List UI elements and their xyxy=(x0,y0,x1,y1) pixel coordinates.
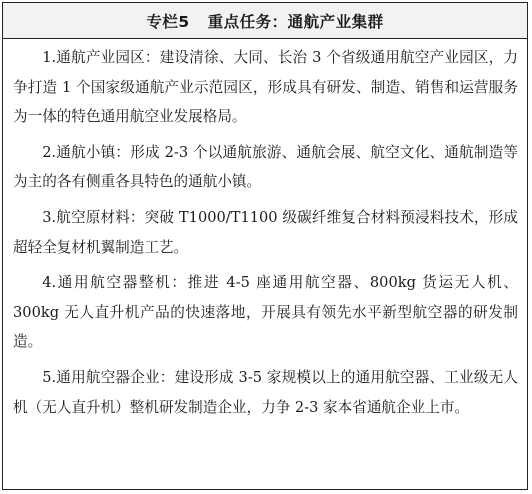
box-label: 专栏5 xyxy=(146,12,190,31)
box-content xyxy=(3,39,527,422)
task-item-aircraft-complete: 4.通用航空器整机：推进 4-5 座通用航空器、800kg 货运无人机、300kg 无人直升机产品的快速落地，开展具有领先水平新型航空器的研发制造。 xyxy=(13,274,518,351)
task-item-raw-materials: 3.航空原材料：突破 T1000/T1100 级碳纤维复合材料预浸料技术，形成超轻全复材机翼制造工艺。 xyxy=(13,208,518,256)
task-item-aviation-town: 2.通航小镇：形成 2-3 个以通航旅游、通航会展、航空文化、通航制造等为主的各有侧重各具特色的通航小镇。 xyxy=(13,143,518,191)
task-item-aircraft-enterprises: 5.通用航空器企业：建设形成 3-5 家规模以上的通用航空器、工业级无人机（无人直升机）整机研发制造企业，力争 2-3 家本省通航企业上市。 xyxy=(13,368,518,416)
box-title: 重点任务：通航产业集群 xyxy=(207,12,384,31)
task-item-industrial-park: 1.通航产业园区：建设清徐、大同、长治 3 个省级通用航空产业园区，力争打造 1 个国家级通航产业示范园区，形成具有研发、制造、销售和运营服务为一体的特色通用航空业发展格局。 xyxy=(13,49,518,126)
box-header xyxy=(3,3,527,39)
feature-box xyxy=(2,2,528,490)
